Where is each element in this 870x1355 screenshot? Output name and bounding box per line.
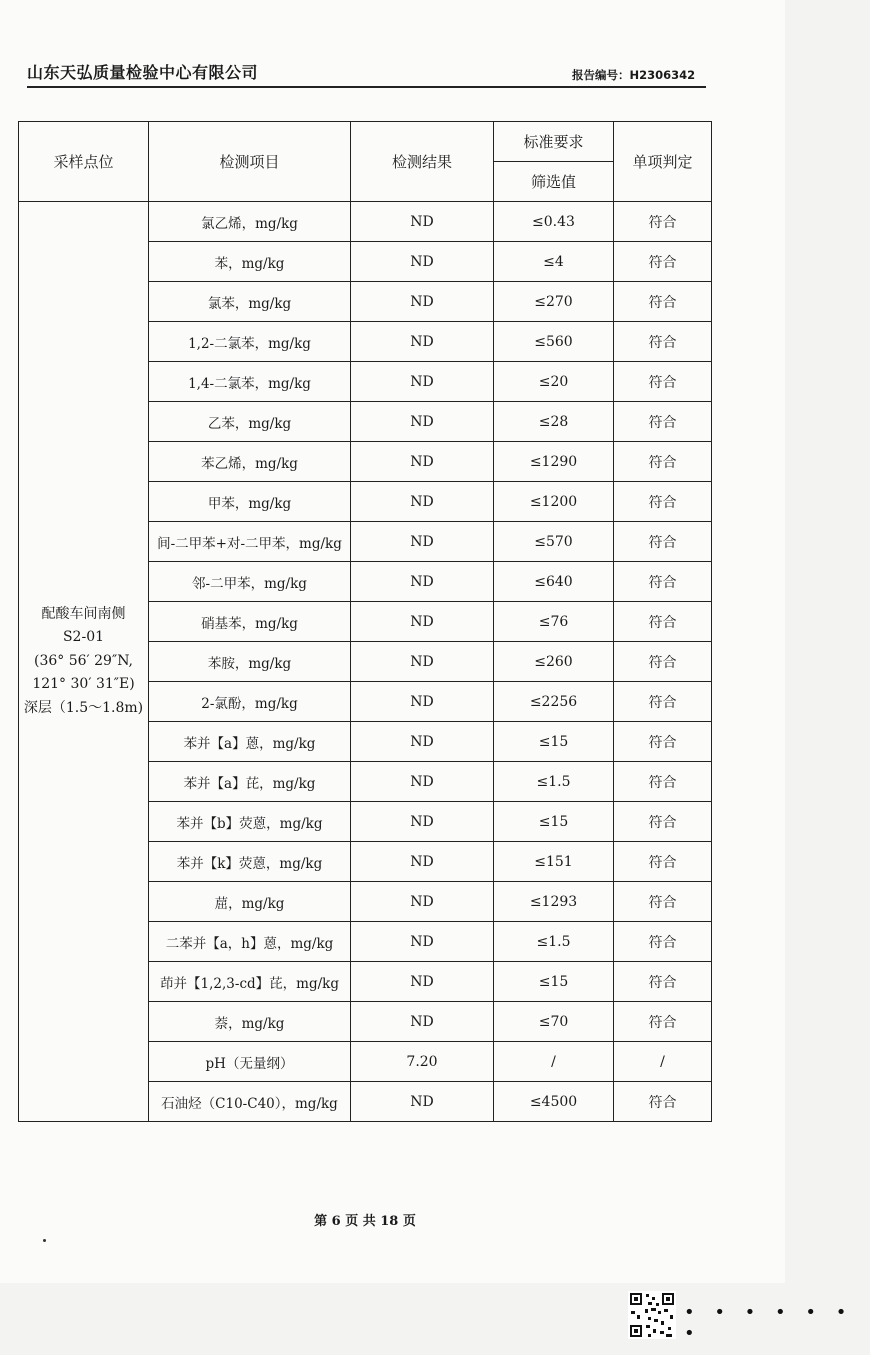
standard-cell: ≤1290: [494, 442, 614, 482]
judgement-cell: 符合: [614, 1002, 712, 1042]
judgement-cell: 符合: [614, 442, 712, 482]
result-cell: ND: [351, 1002, 494, 1042]
header-divider: [27, 86, 706, 88]
company-name: 山东天弘质量检验中心有限公司: [27, 63, 259, 82]
standard-cell: ≤1.5: [494, 762, 614, 802]
test-item-cell: 2-氯酚，mg/kg: [149, 682, 351, 722]
site-line: (36° 56′ 29″N,: [33, 652, 134, 669]
header-item: 检测项目: [149, 122, 351, 202]
header-site: 采样点位: [19, 122, 149, 202]
result-cell: ND: [351, 202, 494, 242]
standard-cell: ≤270: [494, 282, 614, 322]
judgement-cell: 符合: [614, 482, 712, 522]
result-cell: ND: [351, 522, 494, 562]
judgement-cell: 符合: [614, 762, 712, 802]
result-cell: ND: [351, 842, 494, 882]
standard-cell: ≤640: [494, 562, 614, 602]
judgement-cell: 符合: [614, 1082, 712, 1122]
standard-cell: ≤1200: [494, 482, 614, 522]
standard-cell: ≤570: [494, 522, 614, 562]
site-line: 配酸车间南侧: [41, 605, 126, 622]
header-result: 检测结果: [351, 122, 494, 202]
test-item-cell: 二苯并【a，h】蒽，mg/kg: [149, 922, 351, 962]
judgement-cell: 符合: [614, 642, 712, 682]
judgement-cell: 符合: [614, 922, 712, 962]
standard-cell: ≤15: [494, 722, 614, 762]
test-item-cell: 苯，mg/kg: [149, 242, 351, 282]
sampling-site-cell: [19, 202, 149, 1122]
standard-cell: ≤560: [494, 322, 614, 362]
result-cell: ND: [351, 482, 494, 522]
standard-cell: ≤260: [494, 642, 614, 682]
header-screening-value: 筛选值: [494, 162, 614, 202]
judgement-cell: 符合: [614, 842, 712, 882]
qr-code-icon: [628, 1291, 676, 1339]
result-cell: ND: [351, 962, 494, 1002]
standard-cell: ≤1293: [494, 882, 614, 922]
judgement-cell: 符合: [614, 562, 712, 602]
result-cell: ND: [351, 922, 494, 962]
standard-cell: ≤15: [494, 962, 614, 1002]
judgement-cell: 符合: [614, 882, 712, 922]
judgement-cell: 符合: [614, 362, 712, 402]
site-line: 121° 30′ 31″E): [32, 676, 135, 693]
test-item-cell: 茚并【1,2,3-cd】芘，mg/kg: [149, 962, 351, 1002]
result-cell: ND: [351, 602, 494, 642]
test-item-cell: 甲苯，mg/kg: [149, 482, 351, 522]
dot-trail: • • • • • • •: [684, 1302, 854, 1344]
result-cell: ND: [351, 562, 494, 602]
judgement-cell: 符合: [614, 962, 712, 1002]
result-cell: ND: [351, 442, 494, 482]
result-cell: ND: [351, 1082, 494, 1122]
test-item-cell: 苯并【k】荧蒽，mg/kg: [149, 842, 351, 882]
judgement-cell: 符合: [614, 802, 712, 842]
standard-cell: ≤151: [494, 842, 614, 882]
site-line: S2-01: [62, 629, 105, 646]
report-number: 报告编号：H2306342: [572, 68, 696, 82]
site-line: 深层（1.5～1.8m): [23, 699, 144, 716]
standard-cell: ≤15: [494, 802, 614, 842]
test-item-cell: 石油烃（C10-C40），mg/kg: [149, 1082, 351, 1122]
page-number: 第 6 页 共 18 页: [314, 1214, 416, 1229]
test-item-cell: 间-二甲苯+对-二甲苯，mg/kg: [149, 522, 351, 562]
header-judgement: 单项判定: [614, 122, 712, 202]
test-item-cell: 苯并【b】荧蒽，mg/kg: [149, 802, 351, 842]
result-cell: ND: [351, 242, 494, 282]
standard-cell: ≤20: [494, 362, 614, 402]
result-cell: ND: [351, 322, 494, 362]
result-cell: ND: [351, 362, 494, 402]
scan-speck: [43, 1239, 46, 1242]
test-item-cell: 氯乙烯，mg/kg: [149, 202, 351, 242]
standard-cell: ≤4500: [494, 1082, 614, 1122]
table-body: [19, 202, 712, 1122]
test-item-cell: 苯胺，mg/kg: [149, 642, 351, 682]
result-cell: ND: [351, 282, 494, 322]
header-standard: 标准要求: [494, 122, 614, 162]
test-item-cell: 苯乙烯，mg/kg: [149, 442, 351, 482]
test-item-cell: 䓛，mg/kg: [149, 882, 351, 922]
test-item-cell: 1,4-二氯苯，mg/kg: [149, 362, 351, 402]
result-cell: ND: [351, 722, 494, 762]
standard-cell: ≤0.43: [494, 202, 614, 242]
test-item-cell: 氯苯，mg/kg: [149, 282, 351, 322]
result-cell: ND: [351, 762, 494, 802]
standard-cell: ≤28: [494, 402, 614, 442]
test-item-cell: 苯并【a】蒽，mg/kg: [149, 722, 351, 762]
test-item-cell: 苯并【a】芘，mg/kg: [149, 762, 351, 802]
test-item-cell: 邻-二甲苯，mg/kg: [149, 562, 351, 602]
result-cell: ND: [351, 802, 494, 842]
judgement-cell: 符合: [614, 722, 712, 762]
judgement-cell: 符合: [614, 682, 712, 722]
test-results-table: [18, 121, 712, 1122]
judgement-cell: 符合: [614, 202, 712, 242]
judgement-cell: 符合: [614, 602, 712, 642]
standard-cell: ≤2256: [494, 682, 614, 722]
result-cell: ND: [351, 402, 494, 442]
judgement-cell: 符合: [614, 242, 712, 282]
result-cell: ND: [351, 682, 494, 722]
test-item-cell: 乙苯，mg/kg: [149, 402, 351, 442]
test-item-cell: 萘，mg/kg: [149, 1002, 351, 1042]
standard-cell: ≤70: [494, 1002, 614, 1042]
result-cell: ND: [351, 882, 494, 922]
judgement-cell: 符合: [614, 402, 712, 442]
standard-cell: ≤76: [494, 602, 614, 642]
table-row: [19, 202, 712, 242]
test-item-cell: pH（无量纲）: [149, 1042, 351, 1082]
test-item-cell: 硝基苯，mg/kg: [149, 602, 351, 642]
judgement-cell: 符合: [614, 282, 712, 322]
standard-cell: /: [494, 1042, 614, 1082]
result-cell: 7.20: [351, 1042, 494, 1082]
test-item-cell: 1,2-二氯苯，mg/kg: [149, 322, 351, 362]
standard-cell: ≤4: [494, 242, 614, 282]
judgement-cell: /: [614, 1042, 712, 1082]
judgement-cell: 符合: [614, 522, 712, 562]
standard-cell: ≤1.5: [494, 922, 614, 962]
result-cell: ND: [351, 642, 494, 682]
judgement-cell: 符合: [614, 322, 712, 362]
